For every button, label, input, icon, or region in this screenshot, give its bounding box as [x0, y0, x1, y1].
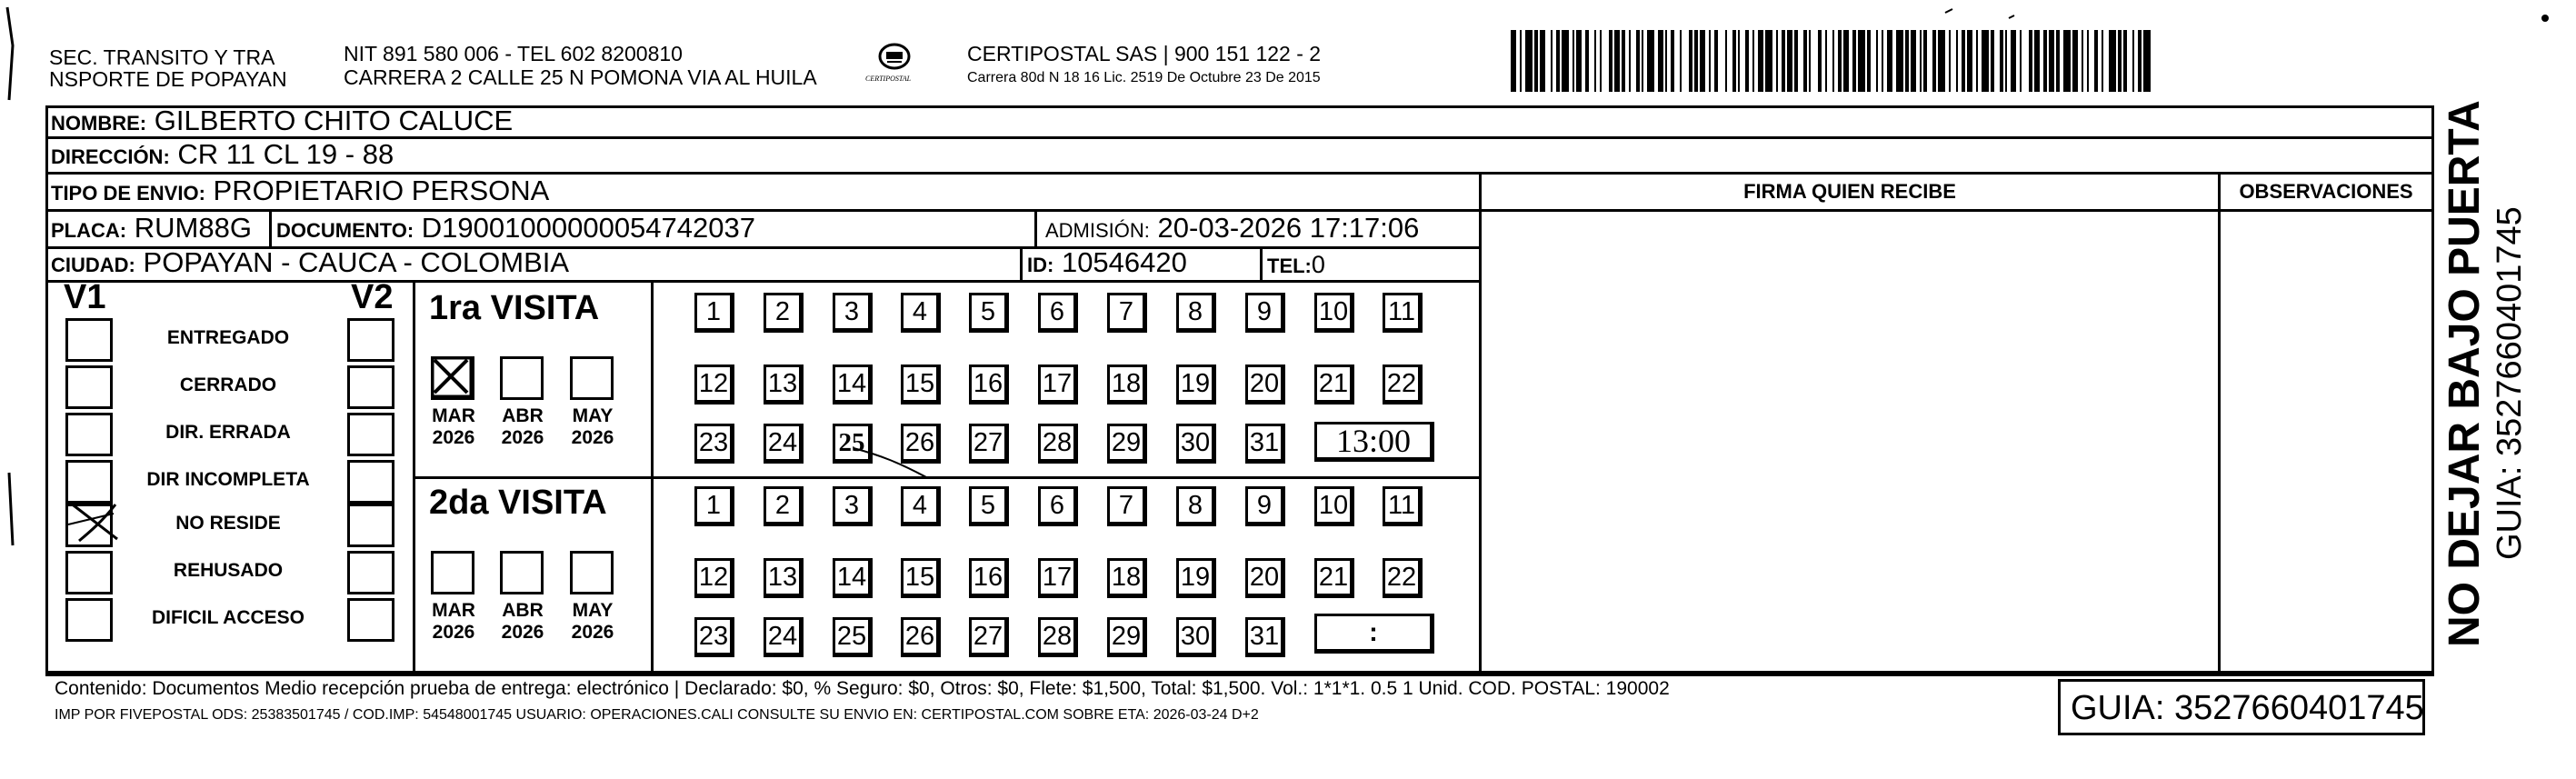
status-label: REHUSADO: [173, 560, 284, 581]
visit1-day-21[interactable]: 21: [1314, 365, 1354, 404]
visit2-day-15[interactable]: 15: [901, 558, 941, 598]
tipo-envio-label: TIPO DE ENVIO:: [51, 182, 205, 205]
visit1-day-17[interactable]: 17: [1038, 365, 1078, 404]
visit2-day-13[interactable]: 13: [764, 558, 804, 598]
v2-checkbox-no-reside[interactable]: [347, 504, 394, 547]
visit2-month-checkbox-may[interactable]: [570, 551, 614, 594]
visit2-day-19[interactable]: 19: [1176, 558, 1216, 598]
tel-label: TEL:: [1267, 255, 1312, 277]
v2-checkbox-cerrado[interactable]: [347, 365, 394, 409]
visit2-month-checkbox-mar[interactable]: [431, 551, 474, 594]
visit1-day-10[interactable]: 10: [1314, 293, 1354, 333]
visit2-day-18[interactable]: 18: [1107, 558, 1147, 598]
v2-label: V2: [351, 278, 394, 316]
visit1-day-23[interactable]: 23: [694, 424, 734, 464]
visit2-day-3[interactable]: 3: [833, 486, 873, 526]
sender-address: CARRERA 2 CALLE 25 N POMONA VIA AL HUILA: [344, 65, 817, 89]
visit2-day-9[interactable]: 9: [1245, 486, 1285, 526]
visit1-day-14[interactable]: 14: [833, 365, 873, 404]
visit2-month-checkbox-abr[interactable]: [500, 551, 544, 594]
visit1-day-27[interactable]: 27: [969, 424, 1009, 464]
visit2-day-4[interactable]: 4: [901, 486, 941, 526]
firma-label: FIRMA QUIEN RECIBE: [1743, 180, 1956, 203]
visit2-day-11[interactable]: 11: [1383, 486, 1423, 526]
v1-checkbox-dificil-acceso[interactable]: [65, 598, 113, 642]
v2-checkbox-entregado[interactable]: [347, 318, 394, 362]
placa-value: RUM88G: [134, 212, 252, 244]
visit1-day-4[interactable]: 4: [901, 293, 941, 333]
visit2-day-21[interactable]: 21: [1314, 558, 1354, 598]
placa-label: PLACA:: [51, 219, 127, 242]
sender-line-2: NSPORTE DE POPAYAN: [49, 67, 287, 91]
visit2-day-23[interactable]: 23: [694, 617, 734, 657]
direccion-value: CR 11 CL 19 - 88: [177, 138, 394, 170]
v1-checkbox-entregado[interactable]: [65, 318, 113, 362]
visit1-day-15[interactable]: 15: [901, 365, 941, 404]
status-label: NO RESIDE: [175, 513, 281, 534]
status-label: ENTREGADO: [166, 327, 290, 348]
visit2-day-28[interactable]: 28: [1038, 617, 1078, 657]
visit2-year-label: 2026: [432, 622, 475, 643]
documento-label: DOCUMENTO:: [276, 219, 414, 242]
nombre-label: NOMBRE:: [51, 112, 147, 135]
id-label: ID:: [1027, 254, 1054, 276]
v1-checkbox-cerrado[interactable]: [65, 365, 113, 409]
visit1-month-checkbox-mar[interactable]: [431, 356, 474, 400]
visit1-day-11[interactable]: 11: [1383, 293, 1423, 333]
v2-checkbox-dificil-acceso[interactable]: [347, 598, 394, 642]
visit1-year-label: 2026: [501, 427, 544, 448]
visit1-day-12[interactable]: 12: [694, 365, 734, 404]
tel-value: 0: [1311, 251, 1325, 278]
visit1-day-19[interactable]: 19: [1176, 365, 1216, 404]
visit1-day-9[interactable]: 9: [1245, 293, 1285, 333]
visit2-time[interactable]: :: [1314, 614, 1434, 654]
visit1-day-6[interactable]: 6: [1038, 293, 1078, 333]
direccion-label: DIRECCIÓN:: [51, 145, 170, 168]
visit1-day-13[interactable]: 13: [764, 365, 804, 404]
visit2-day-8[interactable]: 8: [1176, 486, 1216, 526]
visit2-day-1[interactable]: 1: [694, 486, 734, 526]
visit1-day-26[interactable]: 26: [901, 424, 941, 464]
no-dejar-bajo-puerta: NO DEJAR BAJO PUERTA: [2441, 100, 2489, 647]
visit2-day-7[interactable]: 7: [1107, 486, 1147, 526]
visit2-day-6[interactable]: 6: [1038, 486, 1078, 526]
visit2-day-30[interactable]: 30: [1176, 617, 1216, 657]
cross-mark-icon: [431, 356, 474, 400]
company-address: Carrera 80d N 18 16 Lic. 2519 De Octubre 23 De 2015: [967, 70, 1321, 85]
visit2-month-label: MAR: [432, 600, 475, 621]
visit2-day-31[interactable]: 31: [1245, 617, 1285, 657]
contenido-line: Contenido: Documentos Medio recepción prueba de entrega: electrónico | Declarado: $0, % Seguro: $0, Otros: $0, Flete: $1,500, Total: $1,500. Vol.: 1*1*1. 0.5 1 Unid. COD. POSTAL: 190002: [55, 678, 1670, 699]
visit1-day-8[interactable]: 8: [1176, 293, 1216, 333]
tipo-envio-value: PROPIETARIO PERSONA: [213, 175, 550, 206]
v2-checkbox-rehusado[interactable]: [347, 551, 394, 594]
admision-value: 20-03-2026 17:17:06: [1157, 212, 1420, 244]
visit1-day-1[interactable]: 1: [694, 293, 734, 333]
visit1-day-31[interactable]: 31: [1245, 424, 1285, 464]
visit1-day-20[interactable]: 20: [1245, 365, 1285, 404]
sender-line-1: SEC. TRANSITO Y TRA: [49, 45, 275, 69]
nombre-value: GILBERTO CHITO CALUCE: [154, 105, 514, 136]
visit2-day-25[interactable]: 25: [833, 617, 873, 657]
visit2-month-label: ABR: [502, 600, 544, 621]
visit2-title: 2da VISITA: [429, 484, 607, 522]
visit2-year-label: 2026: [501, 622, 544, 643]
ciudad-label: CIUDAD:: [51, 254, 135, 276]
v1-checkbox-rehusado[interactable]: [65, 551, 113, 594]
visit1-day-25[interactable]: 25: [833, 424, 873, 464]
visit1-day-29[interactable]: 29: [1107, 424, 1147, 464]
visit1-day-7[interactable]: 7: [1107, 293, 1147, 333]
v1-label: V1: [64, 278, 106, 316]
v1-checkbox-dir-errada[interactable]: [65, 413, 113, 456]
visit1-day-24[interactable]: 24: [764, 424, 804, 464]
v2-checkbox-dir-incompleta[interactable]: [347, 460, 394, 504]
visit1-month-label: MAR: [432, 405, 475, 426]
id-value: 10546420: [1061, 246, 1187, 278]
visit2-day-26[interactable]: 26: [901, 617, 941, 657]
guia-footer: GUIA: 3527660401745: [2071, 689, 2424, 727]
visit2-year-label: 2026: [571, 622, 614, 643]
ciudad-value: POPAYAN - CAUCA - COLOMBIA: [143, 246, 570, 278]
visit2-day-27[interactable]: 27: [969, 617, 1009, 657]
visit1-year-label: 2026: [571, 427, 614, 448]
visit1-time[interactable]: 13:00: [1314, 422, 1434, 462]
visit1-day-3[interactable]: 3: [833, 293, 873, 333]
visit1-day-30[interactable]: 30: [1176, 424, 1216, 464]
visit2-day-10[interactable]: 10: [1314, 486, 1354, 526]
nit-phone: NIT 891 580 006 - TEL 602 8200810: [344, 42, 683, 65]
observaciones-label: OBSERVACIONES: [2239, 180, 2413, 203]
visit1-month-label: MAY: [572, 405, 614, 426]
visit2-day-5[interactable]: 5: [969, 486, 1009, 526]
visit2-month-label: MAY: [572, 600, 614, 621]
logo-text: CERTIPOSTAL: [865, 75, 912, 83]
visit1-month-label: ABR: [502, 405, 544, 426]
visit1-title: 1ra VISITA: [429, 289, 600, 327]
visit1-day-18[interactable]: 18: [1107, 365, 1147, 404]
status-label: DIR INCOMPLETA: [146, 469, 310, 490]
visit2-day-16[interactable]: 16: [969, 558, 1009, 598]
visit2-day-20[interactable]: 20: [1245, 558, 1285, 598]
visit1-day-2[interactable]: 2: [764, 293, 804, 333]
visit1-year-label: 2026: [432, 427, 475, 448]
visit2-day-2[interactable]: 2: [764, 486, 804, 526]
visit1-day-5[interactable]: 5: [969, 293, 1009, 333]
visit2-day-24[interactable]: 24: [764, 617, 804, 657]
visit1-month-checkbox-abr[interactable]: [500, 356, 544, 400]
status-label: CERRADO: [179, 375, 277, 395]
visit2-day-12[interactable]: 12: [694, 558, 734, 598]
v2-checkbox-dir-errada[interactable]: [347, 413, 394, 456]
documento-value: D19001000000054742037: [421, 212, 755, 244]
side-guia: GUIA: 3527660401745: [2491, 206, 2529, 560]
status-label: DIFICIL ACCESO: [151, 607, 305, 628]
status-label: DIR. ERRADA: [165, 422, 291, 443]
visit2-day-29[interactable]: 29: [1107, 617, 1147, 657]
visit2-day-17[interactable]: 17: [1038, 558, 1078, 598]
visit2-day-22[interactable]: 22: [1383, 558, 1423, 598]
visit1-day-16[interactable]: 16: [969, 365, 1009, 404]
admision-label: ADMISIÓN:: [1045, 219, 1150, 242]
v1-checkbox-no-reside[interactable]: [65, 504, 113, 547]
company-name: CERTIPOSTAL SAS | 900 151 122 - 2: [967, 42, 1322, 65]
imp-line: IMP POR FIVEPOSTAL ODS: 25383501745 / COD.IMP: 54548001745 USUARIO: OPERACIONES.CALI CONSULTE SU ENVIO EN: CERTIPOSTAL.COM SOBRE ETA: 2026-03-24 D+2: [55, 707, 1259, 723]
visit1-month-checkbox-may[interactable]: [570, 356, 614, 400]
visit2-day-14[interactable]: 14: [833, 558, 873, 598]
visit1-day-28[interactable]: 28: [1038, 424, 1078, 464]
visit1-day-22[interactable]: 22: [1383, 365, 1423, 404]
